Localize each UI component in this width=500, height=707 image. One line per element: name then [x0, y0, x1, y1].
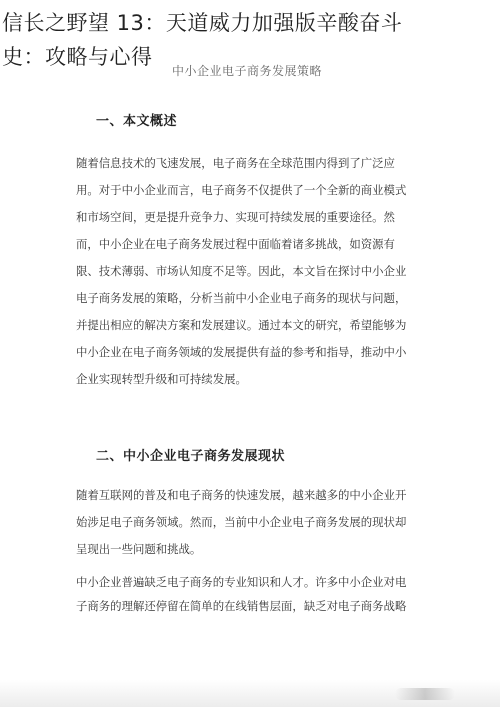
- paragraph-overview: [76, 150, 432, 393]
- overlay-title: [2, 6, 498, 74]
- paragraph-line: 企业实现转型升级和可持续发展。: [76, 372, 247, 386]
- section-title-status: 二、中小企业电子商务发展现状: [96, 449, 286, 464]
- paragraph-line: 呈现出一些问题和挑战。: [76, 542, 202, 556]
- watermark-smudge: [395, 688, 455, 700]
- document-heading: 中小企业电子商务发展策略: [172, 64, 323, 78]
- paragraph-line: 而，中小企业在电子商务发展过程中面临着诸多挑战，如资源有: [76, 237, 395, 251]
- paragraph-line: 随着信息技术的飞速发展，电子商务在全球范围内得到了广泛应: [76, 156, 395, 170]
- paragraph-line: 中小企业普遍缺乏电子商务的专业知识和人才。许多中小企业对电: [76, 575, 407, 589]
- paragraph-line: 随着互联网的普及和电子商务的快速发展，越来越多的中小企业开: [76, 488, 407, 502]
- paragraph-status-intro: [76, 482, 432, 563]
- paragraph-line: 电子商务发展的策略，分析当前中小企业电子商务的现状与问题，: [76, 291, 407, 305]
- paragraph-line: 用。对于中小企业而言，电子商务不仅提供了一个全新的商业模式: [76, 183, 407, 197]
- overlay-title-line-1: 信长之野望 13：天道威力加强版辛酸奋斗: [2, 11, 403, 35]
- paragraph-line: 中小企业在电子商务领域的发展提供有益的参考和指导，推动中小: [76, 345, 407, 359]
- paragraph-line: 并提出相应的解决方案和发展建议。通过本文的研究，希望能够为: [76, 318, 407, 332]
- paragraph-line: 和市场空间，更是提升竞争力、实现可持续发展的重要途径。然: [76, 210, 395, 224]
- section-title-overview: 一、本文概述: [96, 114, 178, 129]
- paragraph-line: 限、技术薄弱、市场认知度不足等。因此，本文旨在探讨中小企业: [76, 264, 407, 278]
- paragraph-status-detail: [76, 570, 432, 618]
- overlay-title-line-2: 史：攻略与心得: [2, 45, 153, 69]
- paragraph-line: 子商务的理解还停留在简单的在线销售层面，缺乏对电子商务战略: [76, 599, 407, 613]
- paragraph-line: 始涉足电子商务领域。然而，当前中小企业电子商务发展的现状却: [76, 515, 407, 529]
